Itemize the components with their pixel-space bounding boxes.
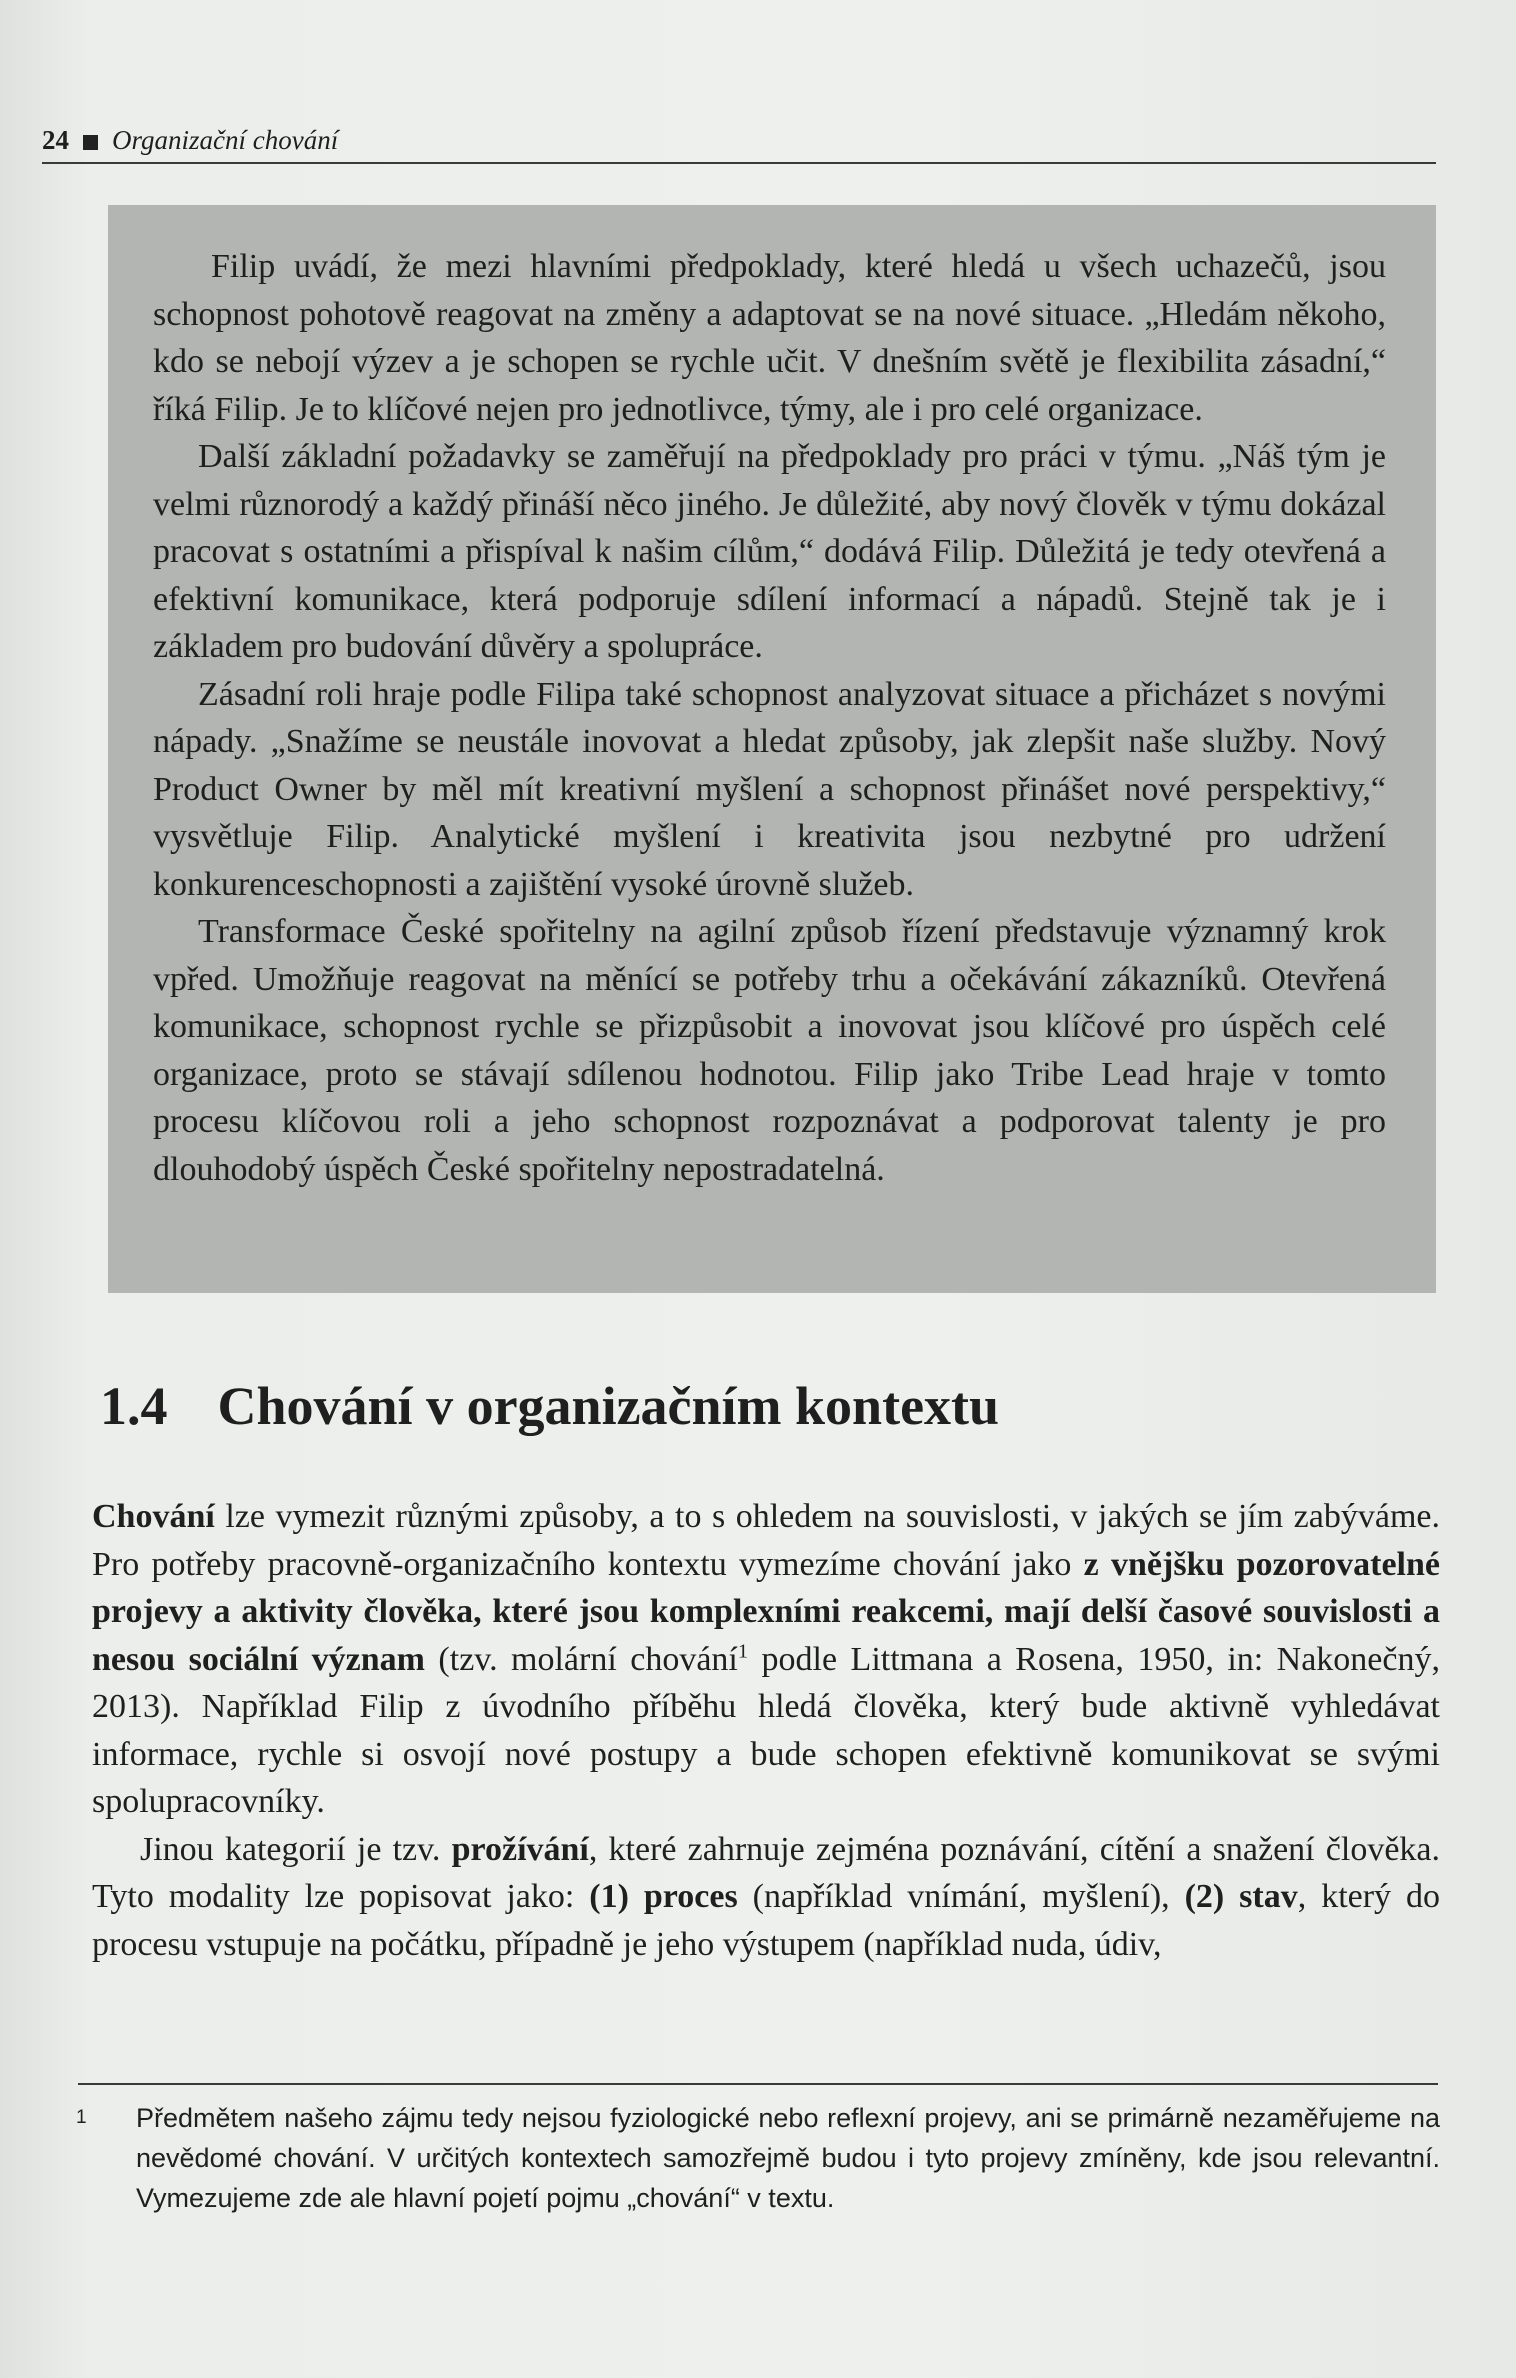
footnote-marker: 1 xyxy=(76,2107,87,2128)
body-text-run: , který do procesu vstupuje na počátku, případně je jeho výstupem (například nuda, údiv, xyxy=(92,1878,1441,1963)
footnote xyxy=(70,2098,1440,2218)
footnote-reference: 1 xyxy=(737,1640,749,1663)
body-text-run: (tzv. molární chování xyxy=(424,1640,738,1678)
body-text-run: (například vnímání, myšlení), xyxy=(737,1878,1185,1915)
running-header xyxy=(42,122,1436,164)
body-text-run: podle Littmana a Rosena, 1950, in: Nakonečný, 2013). Například Filip z úvodního příběhu hledá člověka, který bude aktivně vyhledávat informace, rychle si osvojí nové postupy a bude schopen efektivně komunikovat se svými spolupracovníky. xyxy=(92,1640,1440,1820)
running-title: Organizační chování xyxy=(112,125,339,155)
case-study-box xyxy=(108,205,1436,1293)
section-heading xyxy=(100,1375,999,1437)
body-paragraph-1 xyxy=(92,1493,1440,1826)
case-paragraph-3: Zásadní roli hraje podle Filipa také schopnost analyzovat situace a přicházet s novými nápady. „Snažíme se neustále inovovat a hledat způsoby, jak zlepšit naše služby. Nový Product Owner by měl mít kreativní myšlení a schopnost přinášet nové perspektivy,“ vysvětluje Filip. Analytické myšlení i kreativita jsou nezbytné pro udržení konkurenceschopnosti a zajištění vysoké úrovně služeb. xyxy=(153,675,1386,903)
body-text xyxy=(92,1493,1440,1968)
behavior-definition: z vnějšku pozorovatelné projevy a aktivity člověka, které jsou komplexními reakcemi, mají delší časové souvislosti a nesou sociální význam xyxy=(92,1545,1440,1678)
body-text-run: , které zahrnuje zejména poznávání, cítění a snažení člověka. Tyto modality lze popisovat jako: xyxy=(92,1830,1441,1915)
case-paragraph-1: Filip uvádí, že mezi hlavními předpoklady, které hledá u všech uchazečů, jsou schopnost pohotově reagovat na změny a adaptovat se na nové situace. „Hledám někoho, kdo se nebojí výzev a je schopen se rychle učit. V dnešním světě je flexibilita zásadní,“ říká Filip. Je to klíčové nejen pro jednotlivce, týmy, ale i pro celé organizace. xyxy=(153,248,1386,428)
section-number: 1.4 xyxy=(100,1376,168,1436)
case-paragraph-2: Další základní požadavky se zaměřují na předpoklady pro práci v týmu. „Náš tým je velmi různorodý a každý přináší něco jiného. Je důležité, aby nový člověk v týmu dokázal pracovat s ostatními a přispíval k našim cílům,“ dodává Filip. Důležitá je tedy otevřená a efektivní komunikace, která podporuje sdílení informací a nápadů. Stejně tak je i základem pro budování důvěry a spolupráce. xyxy=(153,438,1386,665)
term-prozivani: prožívání xyxy=(451,1830,589,1868)
body-text-run: Jinou kategorií je tzv. xyxy=(140,1830,452,1868)
square-bullet-icon xyxy=(83,135,98,150)
footnote-text: Předmětem našeho zájmu tedy nejsou fyziologické nebo reflexní projevy, ani se primárně nezaměřujeme na nevědomé chování. V určitých kontextech samozřejmě budou i tyto projevy zmíněny, kde jsou relevantní. Vymezujeme zde ale hlavní pojetí pojmu „chování“ v textu. xyxy=(136,2103,1440,2213)
list-item-proces: (1) proces xyxy=(589,1878,738,1915)
body-paragraph-2 xyxy=(92,1826,1440,1969)
page-number: 24 xyxy=(42,125,69,155)
section-title: Chování v organizačním kontextu xyxy=(217,1376,1000,1436)
case-paragraph-4: Transformace České spořitelny na agilní způsob řízení představuje významný krok vpřed. Umožňuje reagovat na měnící se potřeby trhu a očekávání zákazníků. Otevřená komunikace, schopnost rychle se přizpůsobit a inovovat jsou klíčové pro úspěch celé organizace, proto se stávají sdílenou hodnotou. Filip jako Tribe Lead hraje v tomto procesu klíčovou roli a jeho schopnost rozpoznávat a podporovat talenty je pro dlouhodobý úspěch České spořitelny nepostradatelná. xyxy=(153,913,1386,1188)
body-text-run: lze vymezit různými způsoby, a to s ohledem na souvislosti, v jakých se jím zabýváme. Pro potřeby pracovně-organizačního kontextu vymezíme chování jako xyxy=(92,1498,1440,1583)
list-item-stav: (2) stav xyxy=(1184,1878,1298,1915)
term-chovani: Chování xyxy=(92,1498,215,1535)
footnote-divider xyxy=(78,2083,1438,2085)
